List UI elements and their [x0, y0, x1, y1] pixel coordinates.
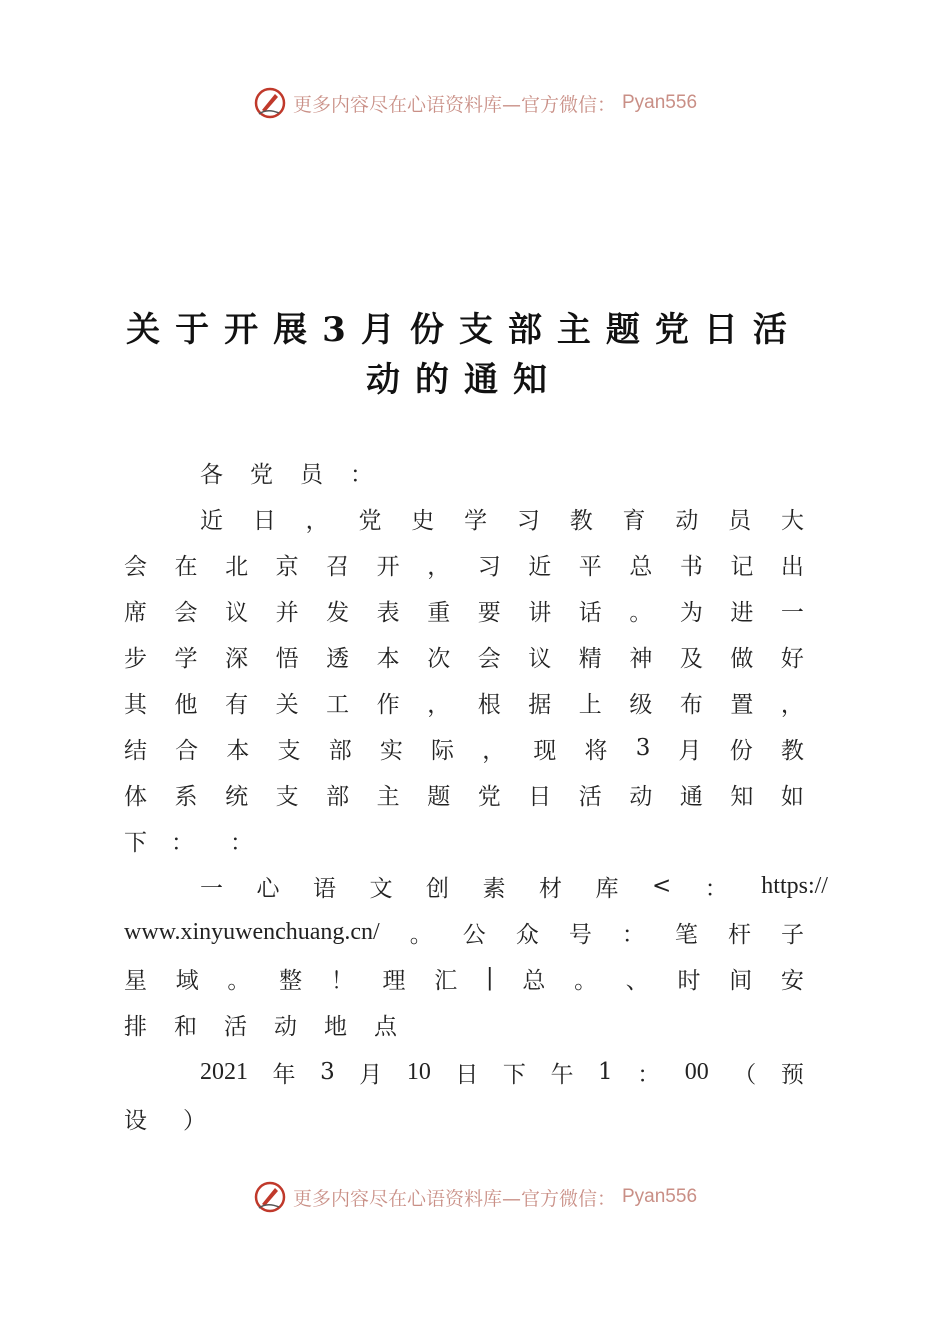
body-char: 年 — [272, 1061, 296, 1088]
body-char: ！ — [330, 967, 354, 994]
body-line — [124, 593, 804, 627]
body-char: 星 — [124, 967, 147, 994]
body-char: 总 — [522, 967, 546, 994]
body-char: 2021 — [200, 1058, 248, 1085]
body-char: 议 — [528, 645, 552, 672]
body-char: ， — [427, 553, 451, 580]
body-char: 神 — [629, 645, 653, 672]
body-line — [124, 915, 804, 949]
body-char: 学 — [174, 645, 198, 672]
salutation-char: 员 — [300, 461, 323, 488]
body-char: ： — [704, 875, 728, 902]
body-char: 好 — [780, 645, 804, 672]
body-char: 点 — [374, 1013, 397, 1040]
banner-wechat-id: Pyan556 — [622, 92, 698, 113]
body-char: 讲 — [528, 599, 552, 626]
body-char: ： — [637, 1061, 661, 1088]
body-char: ， — [780, 691, 804, 718]
body-char: 开 — [376, 553, 400, 580]
salutation-line — [200, 455, 804, 489]
body-char: 北 — [225, 553, 249, 580]
body-line — [124, 777, 804, 811]
body-char: 近 — [200, 507, 223, 534]
body-char: 3 — [635, 735, 651, 761]
body-char: 实 — [379, 737, 403, 764]
body-char: 一 — [780, 599, 804, 626]
body-char: 结 — [124, 737, 147, 764]
body-char: 根 — [477, 691, 501, 718]
body-char: （ — [733, 1061, 757, 1088]
body-char: 通 — [679, 783, 703, 810]
body-char: 动 — [629, 783, 653, 810]
body-char: 为 — [679, 599, 703, 626]
body-char: www.xinyuwenchuang.cn/ — [124, 918, 380, 945]
body-char: 理 — [382, 967, 406, 994]
body-char: https:// — [761, 872, 828, 899]
body-char: 地 — [324, 1013, 347, 1040]
body-char: 素 — [482, 875, 506, 902]
body-char: 。 — [227, 967, 251, 994]
body-char: 重 — [427, 599, 451, 626]
body-char: 部 — [328, 737, 352, 764]
body-char: 际 — [431, 737, 455, 764]
salutation-char: ： — [350, 461, 373, 488]
body-char: 支 — [277, 737, 301, 764]
body-char: ） — [183, 1107, 206, 1134]
body-line — [124, 823, 804, 857]
body-char: ， — [482, 737, 506, 764]
body-line — [200, 1055, 804, 1089]
body-char: 材 — [539, 875, 562, 902]
body-char: 总 — [629, 553, 653, 580]
body-char: 透 — [326, 645, 350, 672]
body-char: 他 — [174, 691, 198, 718]
body-char: 动 — [675, 507, 699, 534]
body-char: 在 — [174, 553, 198, 580]
body-char: ， — [305, 507, 329, 534]
body-char: 书 — [679, 553, 703, 580]
body-char: 体 — [124, 783, 147, 810]
body-char: 公 — [462, 921, 486, 948]
body-char: ： — [171, 829, 194, 856]
body-char: 时 — [677, 967, 701, 994]
body-char: 有 — [225, 691, 249, 718]
body-char: 合 — [175, 737, 199, 764]
body-char: 现 — [533, 737, 557, 764]
body-char: 平 — [578, 553, 602, 580]
body-char: 汇 — [434, 967, 458, 994]
salutation-char: 党 — [250, 461, 273, 488]
body-char: 育 — [622, 507, 646, 534]
title-line-2: 动的通知 — [366, 360, 562, 400]
body-char: < — [652, 873, 672, 899]
body-line — [124, 547, 804, 581]
body-char: 话 — [578, 599, 602, 626]
body-char: 深 — [225, 645, 249, 672]
body-char: 。 — [409, 921, 433, 948]
body-char: 会 — [477, 645, 501, 672]
body-char: 会 — [174, 599, 198, 626]
body-char: 关 — [275, 691, 299, 718]
salutation-char: 各 — [200, 461, 223, 488]
body-char: 学 — [464, 507, 488, 534]
footer-banner — [0, 1180, 950, 1214]
body-char: 及 — [679, 645, 703, 672]
body-char: 部 — [326, 783, 350, 810]
body-char: | — [485, 965, 494, 991]
body-char: 步 — [124, 645, 147, 672]
pen-logo-icon — [253, 1180, 287, 1214]
body-char: 间 — [729, 967, 753, 994]
body-char: 整 — [279, 967, 303, 994]
body-line — [124, 639, 804, 673]
body-char: 级 — [629, 691, 653, 718]
body-line — [124, 685, 804, 719]
body-char: 创 — [426, 875, 449, 902]
body-char: 精 — [578, 645, 602, 672]
body-char: 近 — [528, 553, 552, 580]
body-char: 排 — [124, 1013, 147, 1040]
body-char: 00 — [684, 1058, 709, 1085]
body-char: 众 — [515, 921, 539, 948]
body-char: 活 — [578, 783, 602, 810]
body-line — [124, 1007, 804, 1041]
body-char: 布 — [679, 691, 703, 718]
body-char: 日 — [528, 783, 552, 810]
body-char: 杆 — [727, 921, 751, 948]
body-char: 召 — [326, 553, 350, 580]
body-char: 工 — [326, 691, 350, 718]
body-char: 据 — [528, 691, 552, 718]
body-char: 日 — [455, 1061, 479, 1088]
body-char: 月 — [678, 737, 702, 764]
body-char: 、 — [625, 967, 649, 994]
body-char: 系 — [174, 783, 198, 810]
body-line — [124, 961, 804, 995]
body-char: 题 — [427, 783, 451, 810]
body-char: ： — [621, 921, 645, 948]
banner-text: 更多内容尽在心语资料库—官方微信： — [292, 1187, 616, 1210]
body-char: 席 — [124, 599, 147, 626]
body-char: 并 — [275, 599, 299, 626]
body-char: 会 — [124, 553, 147, 580]
body-char: 午 — [550, 1061, 574, 1088]
body-char: 号 — [568, 921, 592, 948]
document-title — [124, 305, 804, 405]
body-char: 如 — [780, 783, 804, 810]
body-line — [124, 731, 804, 765]
body-char: 本 — [376, 645, 400, 672]
body-char: ： — [230, 829, 253, 856]
body-char: 文 — [369, 875, 393, 902]
body-line — [200, 501, 804, 535]
body-char: 月 — [359, 1061, 383, 1088]
body-char: 心 — [256, 875, 280, 902]
body-char: 进 — [730, 599, 754, 626]
body-char: 本 — [226, 737, 250, 764]
body-char: 知 — [730, 783, 754, 810]
body-char: 主 — [376, 783, 400, 810]
body-char: 员 — [728, 507, 752, 534]
body-line — [200, 869, 828, 903]
body-char: 置 — [730, 691, 754, 718]
body-char: ， — [427, 691, 451, 718]
title-line-1: 关于开展3月份支部主题党日活 — [126, 310, 802, 350]
body-char: 和 — [174, 1013, 197, 1040]
body-char: 动 — [274, 1013, 297, 1040]
body-char: 预 — [780, 1061, 804, 1088]
body-char: 下 — [124, 829, 147, 856]
body-char: 习 — [477, 553, 501, 580]
body-char: 表 — [376, 599, 400, 626]
banner-wechat-id: Pyan556 — [622, 1186, 698, 1207]
body-char: 设 — [124, 1107, 147, 1134]
body-char: 教 — [569, 507, 593, 534]
body-char: 。 — [629, 599, 653, 626]
body-char: 域 — [175, 967, 199, 994]
header-banner — [0, 86, 950, 120]
body-char: 记 — [730, 553, 754, 580]
body-char: 语 — [313, 875, 336, 902]
body-char: 发 — [326, 599, 350, 626]
body-char: 其 — [124, 691, 147, 718]
body-char: 库 — [595, 875, 619, 902]
body-char: 安 — [780, 967, 804, 994]
body-char: 习 — [516, 507, 540, 534]
body-char: 份 — [729, 737, 753, 764]
body-char: 党 — [358, 507, 382, 534]
body-line — [124, 1101, 804, 1135]
body-char: 次 — [427, 645, 451, 672]
body-char: 3 — [320, 1059, 335, 1085]
body-char: 京 — [275, 553, 299, 580]
body-char: 做 — [730, 645, 754, 672]
body-char: 一 — [200, 875, 223, 902]
body-char: 大 — [780, 507, 804, 534]
body-char: 。 — [574, 967, 598, 994]
body-char: 教 — [780, 737, 804, 764]
body-char: 子 — [780, 921, 804, 948]
body-char: 日 — [252, 507, 276, 534]
body-char: 悟 — [275, 645, 299, 672]
body-char: 统 — [225, 783, 249, 810]
body-char: 作 — [376, 691, 400, 718]
body-char: 议 — [225, 599, 249, 626]
body-char: 党 — [477, 783, 501, 810]
body-char: 支 — [275, 783, 299, 810]
pen-logo-icon — [253, 86, 287, 120]
body-char: 史 — [411, 507, 435, 534]
body-char: 将 — [584, 737, 608, 764]
body-char: 活 — [224, 1013, 247, 1040]
body-char: 笔 — [674, 921, 698, 948]
body-char: 下 — [502, 1061, 526, 1088]
body-char: 上 — [578, 691, 602, 718]
body-char: 10 — [406, 1058, 431, 1085]
body-char: 出 — [780, 553, 804, 580]
body-char: 1 — [598, 1059, 613, 1085]
body-char: 要 — [477, 599, 501, 626]
banner-text: 更多内容尽在心语资料库—官方微信： — [292, 93, 616, 116]
